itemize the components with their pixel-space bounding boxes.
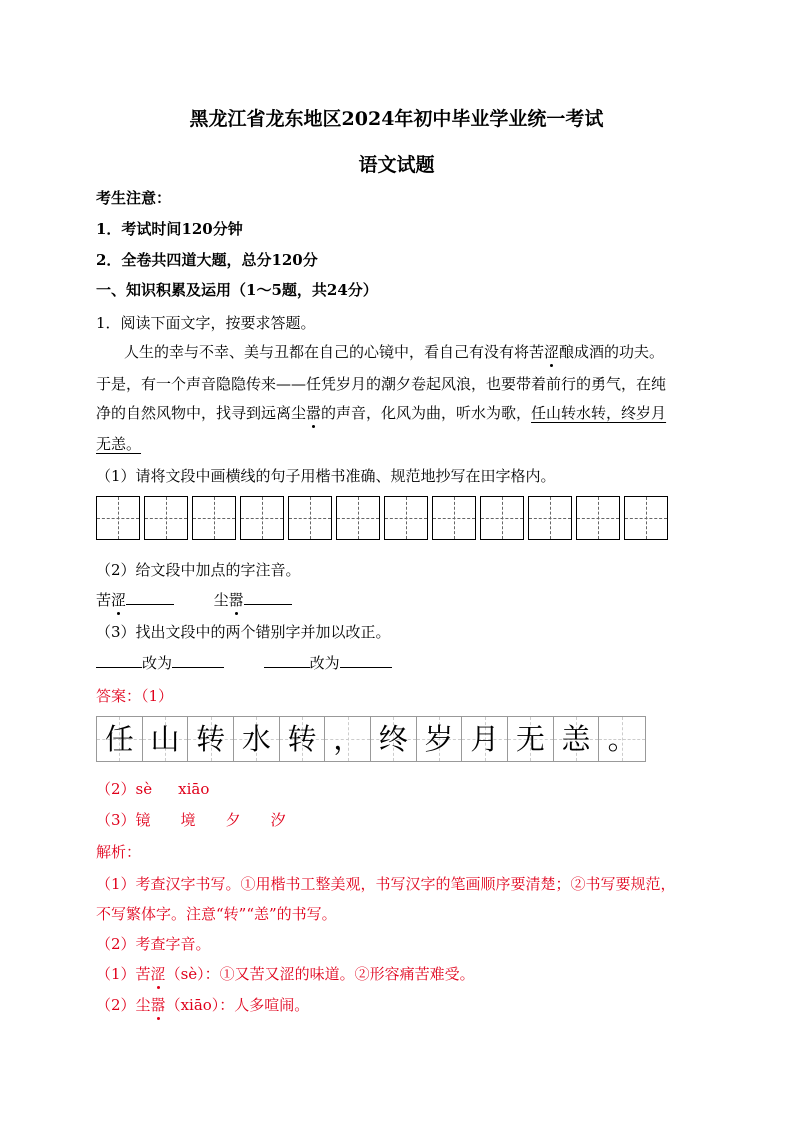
grid-cell[interactable] xyxy=(192,496,236,540)
answer-cell: 水 xyxy=(234,717,280,761)
analysis-p1-line2: 不写繁体字。注意“转”“恙”的书写。 xyxy=(96,905,337,923)
notice-item-2: 2．全卷共四道大题，总分120分 xyxy=(96,251,318,269)
answer-blank[interactable] xyxy=(244,590,292,605)
exam-subtitle: 语文试题 xyxy=(358,154,435,176)
section-heading: 一、知识积累及运用（1～5题，共24分） xyxy=(96,281,378,299)
analysis-p1-line1: （1）考查汉字书写。①用楷书工整美观，书写汉字的笔画顺序要清楚；②书写要规范， xyxy=(96,875,676,893)
answer-blank[interactable] xyxy=(126,590,174,605)
answer-text: 汐 xyxy=(270,811,286,829)
passage-line-3 xyxy=(96,403,666,423)
dotted-char: 涩 xyxy=(150,965,166,983)
grid-cell[interactable] xyxy=(240,496,284,540)
analysis-p4 xyxy=(96,995,309,1015)
notice-item-1: 1．考试时间120分钟 xyxy=(96,220,243,238)
dotted-char: 涩 xyxy=(544,343,560,361)
dotted-char: 涩 xyxy=(111,591,127,609)
answer-label: 答案：（1） xyxy=(96,687,174,705)
analysis-text: （sè）：①又苦又涩的味道。②形容痛苦难受。 xyxy=(165,965,475,983)
passage-text: 净的自然风物中，找寻到远离尘 xyxy=(96,404,307,422)
word-text: 尘 xyxy=(213,591,229,609)
exam-title: 黑龙江省龙东地区2024年初中毕业学业统一考试 xyxy=(189,108,604,130)
grid-cell[interactable] xyxy=(96,496,140,540)
answer-3 xyxy=(96,810,286,830)
answer-cell: 恙 xyxy=(554,717,600,761)
answer-blank[interactable] xyxy=(172,653,224,668)
answer-text: 夕 xyxy=(225,811,241,829)
answer-text: （3）镜 xyxy=(96,811,151,829)
passage-text: 的声音，化风为曲，听水为歌， xyxy=(321,404,532,422)
answer-blank[interactable] xyxy=(96,653,142,668)
passage-text: 人生的幸与不幸、美与丑都在自己的心镜中，看自己有没有将苦 xyxy=(124,343,545,361)
grid-cell[interactable] xyxy=(528,496,572,540)
sub-question-2: （2）给文段中加点的字注音。 xyxy=(96,561,301,579)
notice-heading: 考生注意： xyxy=(96,189,172,207)
passage-text: 酿成酒的功夫。 xyxy=(559,343,665,361)
dotted-char: 嚣 xyxy=(150,996,166,1014)
answer-cell: 转 xyxy=(280,717,326,761)
answer-cell: 岁 xyxy=(417,717,463,761)
analysis-text: （xiāo）：人多喧闹。 xyxy=(165,996,310,1014)
grid-cell[interactable] xyxy=(576,496,620,540)
answer-grid xyxy=(96,716,646,762)
dotted-char: 嚣 xyxy=(306,404,322,422)
answer-2 xyxy=(96,779,209,799)
answer-text: xiāo xyxy=(178,780,210,798)
passage-line-2: 于是，有一个声音隐隐传来——任凭岁月的潮夕卷起风浪，也要带着前行的勇气，在纯 xyxy=(96,375,667,393)
underlined-sentence: 无恙。 xyxy=(96,435,142,453)
pinyin-blanks xyxy=(96,590,292,610)
grid-cell[interactable] xyxy=(624,496,668,540)
answer-cell: 山 xyxy=(143,717,189,761)
analysis-label: 解析： xyxy=(96,843,142,861)
underlined-sentence: 任山转水转，终岁月 xyxy=(531,404,667,422)
analysis-text: （1）苦 xyxy=(96,965,151,983)
answer-text: （2）sè xyxy=(96,780,153,798)
grid-cell[interactable] xyxy=(480,496,524,540)
answer-cell: 任 xyxy=(97,717,143,761)
grid-cell[interactable] xyxy=(432,496,476,540)
change-label: 改为 xyxy=(142,654,173,672)
passage-line-1 xyxy=(124,342,664,362)
sub-question-1: （1）请将文段中画横线的句子用楷书准确、规范地抄写在田字格内。 xyxy=(96,467,556,485)
answer-blank[interactable] xyxy=(264,653,310,668)
answer-cell: 终 xyxy=(371,717,417,761)
question-1-intro: 1．阅读下面文字，按要求答题。 xyxy=(96,314,316,332)
answer-blank[interactable] xyxy=(340,653,392,668)
analysis-p3 xyxy=(96,964,475,984)
answer-cell: 。 xyxy=(599,717,645,761)
answer-cell: 转 xyxy=(188,717,234,761)
answer-cell: ， xyxy=(325,717,371,761)
sub-question-3: （3）找出文段中的两个错别字并加以改正。 xyxy=(96,623,391,641)
grid-cell[interactable] xyxy=(384,496,428,540)
dotted-char: 嚣 xyxy=(228,591,244,609)
grid-cell[interactable] xyxy=(144,496,188,540)
grid-cell[interactable] xyxy=(288,496,332,540)
grid-cell[interactable] xyxy=(336,496,380,540)
analysis-p2: （2）考查字音。 xyxy=(96,935,211,953)
word-text: 苦 xyxy=(96,591,112,609)
answer-text: 境 xyxy=(180,811,196,829)
answer-cell: 无 xyxy=(508,717,554,761)
passage-line-4 xyxy=(96,434,141,454)
correction-blanks xyxy=(96,653,392,673)
writing-grid[interactable] xyxy=(96,496,672,540)
answer-cell: 月 xyxy=(462,717,508,761)
change-label: 改为 xyxy=(309,654,340,672)
analysis-text: （2）尘 xyxy=(96,996,151,1014)
